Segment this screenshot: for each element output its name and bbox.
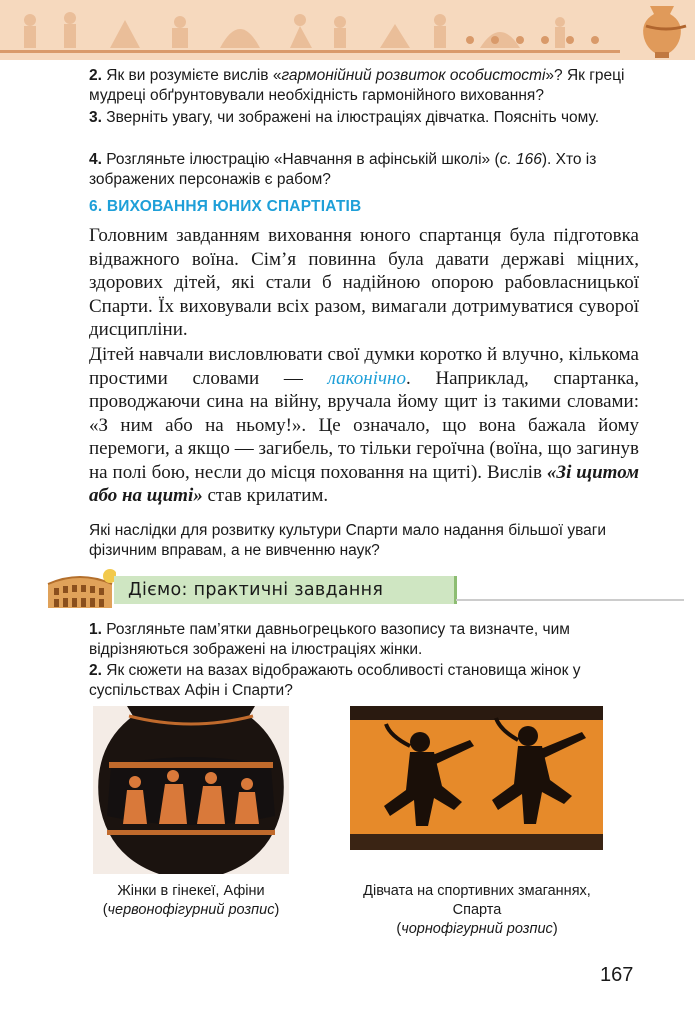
practical-tasks-header — [44, 568, 664, 612]
decorative-banner — [0, 0, 695, 60]
task-1: 1. Розгляньте пам’ятки давньогрецького вазопису та визначте, чим відрізняються зображені на ілюстраціях жінки. — [89, 621, 570, 658]
caption-right: Дівчата на спортивних змаганнях, Спарта (чорнофігурний розпис) — [363, 883, 591, 937]
question-2: 2. Як ви розумієте вислів «гармонійний розвиток особистості»? Як греці мудреці обґрунтовували необхідність гармонійного виховання? — [89, 67, 625, 104]
question-3: 3. Зверніть увагу, чи зображені на ілюстраціях дівчатка. Поясніть чому. — [89, 109, 600, 126]
black-figure-vase-photo — [350, 706, 603, 850]
divider — [456, 599, 684, 601]
task-2: 2. Як сюжети на вазах відображають особливості становища жінок у суспільствах Афін і Спарти? — [89, 662, 581, 699]
practical-title: Діємо: практичні завдання — [128, 580, 384, 600]
caption-left: Жінки в гінекеї, Афіни (червонофігурний розпис) — [102, 883, 280, 918]
greek-frieze-illustration — [0, 0, 695, 60]
red-figure-vase-photo — [93, 706, 289, 874]
question-4: 4. Розгляньте ілюстрацію «Навчання в афінській школі» (с. 166). Хто із зображених персонажів є рабом? — [89, 151, 597, 188]
term-laconic: лаконічно — [327, 367, 406, 389]
paragraph-1: Головним завданням виховання юного спартанця була підготовка відважного воїна. Сім’я повинна була давати державі міцних, здорових дітей, які стали б надійною опорою рабовласницької Спарти. Їх виховували всіх разом, вимагали дотримуватися суворої дисципліни. — [89, 225, 639, 340]
page-number: 167 — [600, 964, 634, 986]
question-culture: Які наслідки для розвитку культури Спарти мало надання більшої уваги фізичним вправам, а не вивченню наук? — [89, 522, 607, 559]
quote-shield: «Зі щитом або на щиті» — [89, 461, 639, 506]
paragraph-2: Дітей навчали висловлювати свої думки коротко й влучно, кількома простими словами — лаконічно. Наприклад, спартанка, проводжаючи сина на війну, вручала йому щит із такими словами: «З ним або на ньому!». Це означало, що вона бажала йому перемоги, а якщо — загибель, то тільки героїчна (воїна, що загинув на полі бою, несли до місця поховання на щиті). Вислів «Зі щитом або на щиті» став крилатим. — [89, 344, 639, 506]
section-heading: 6. ВИХОВАННЯ ЮНИХ СПАРТІАТІВ — [89, 198, 362, 215]
colosseum-icon — [44, 568, 116, 612]
